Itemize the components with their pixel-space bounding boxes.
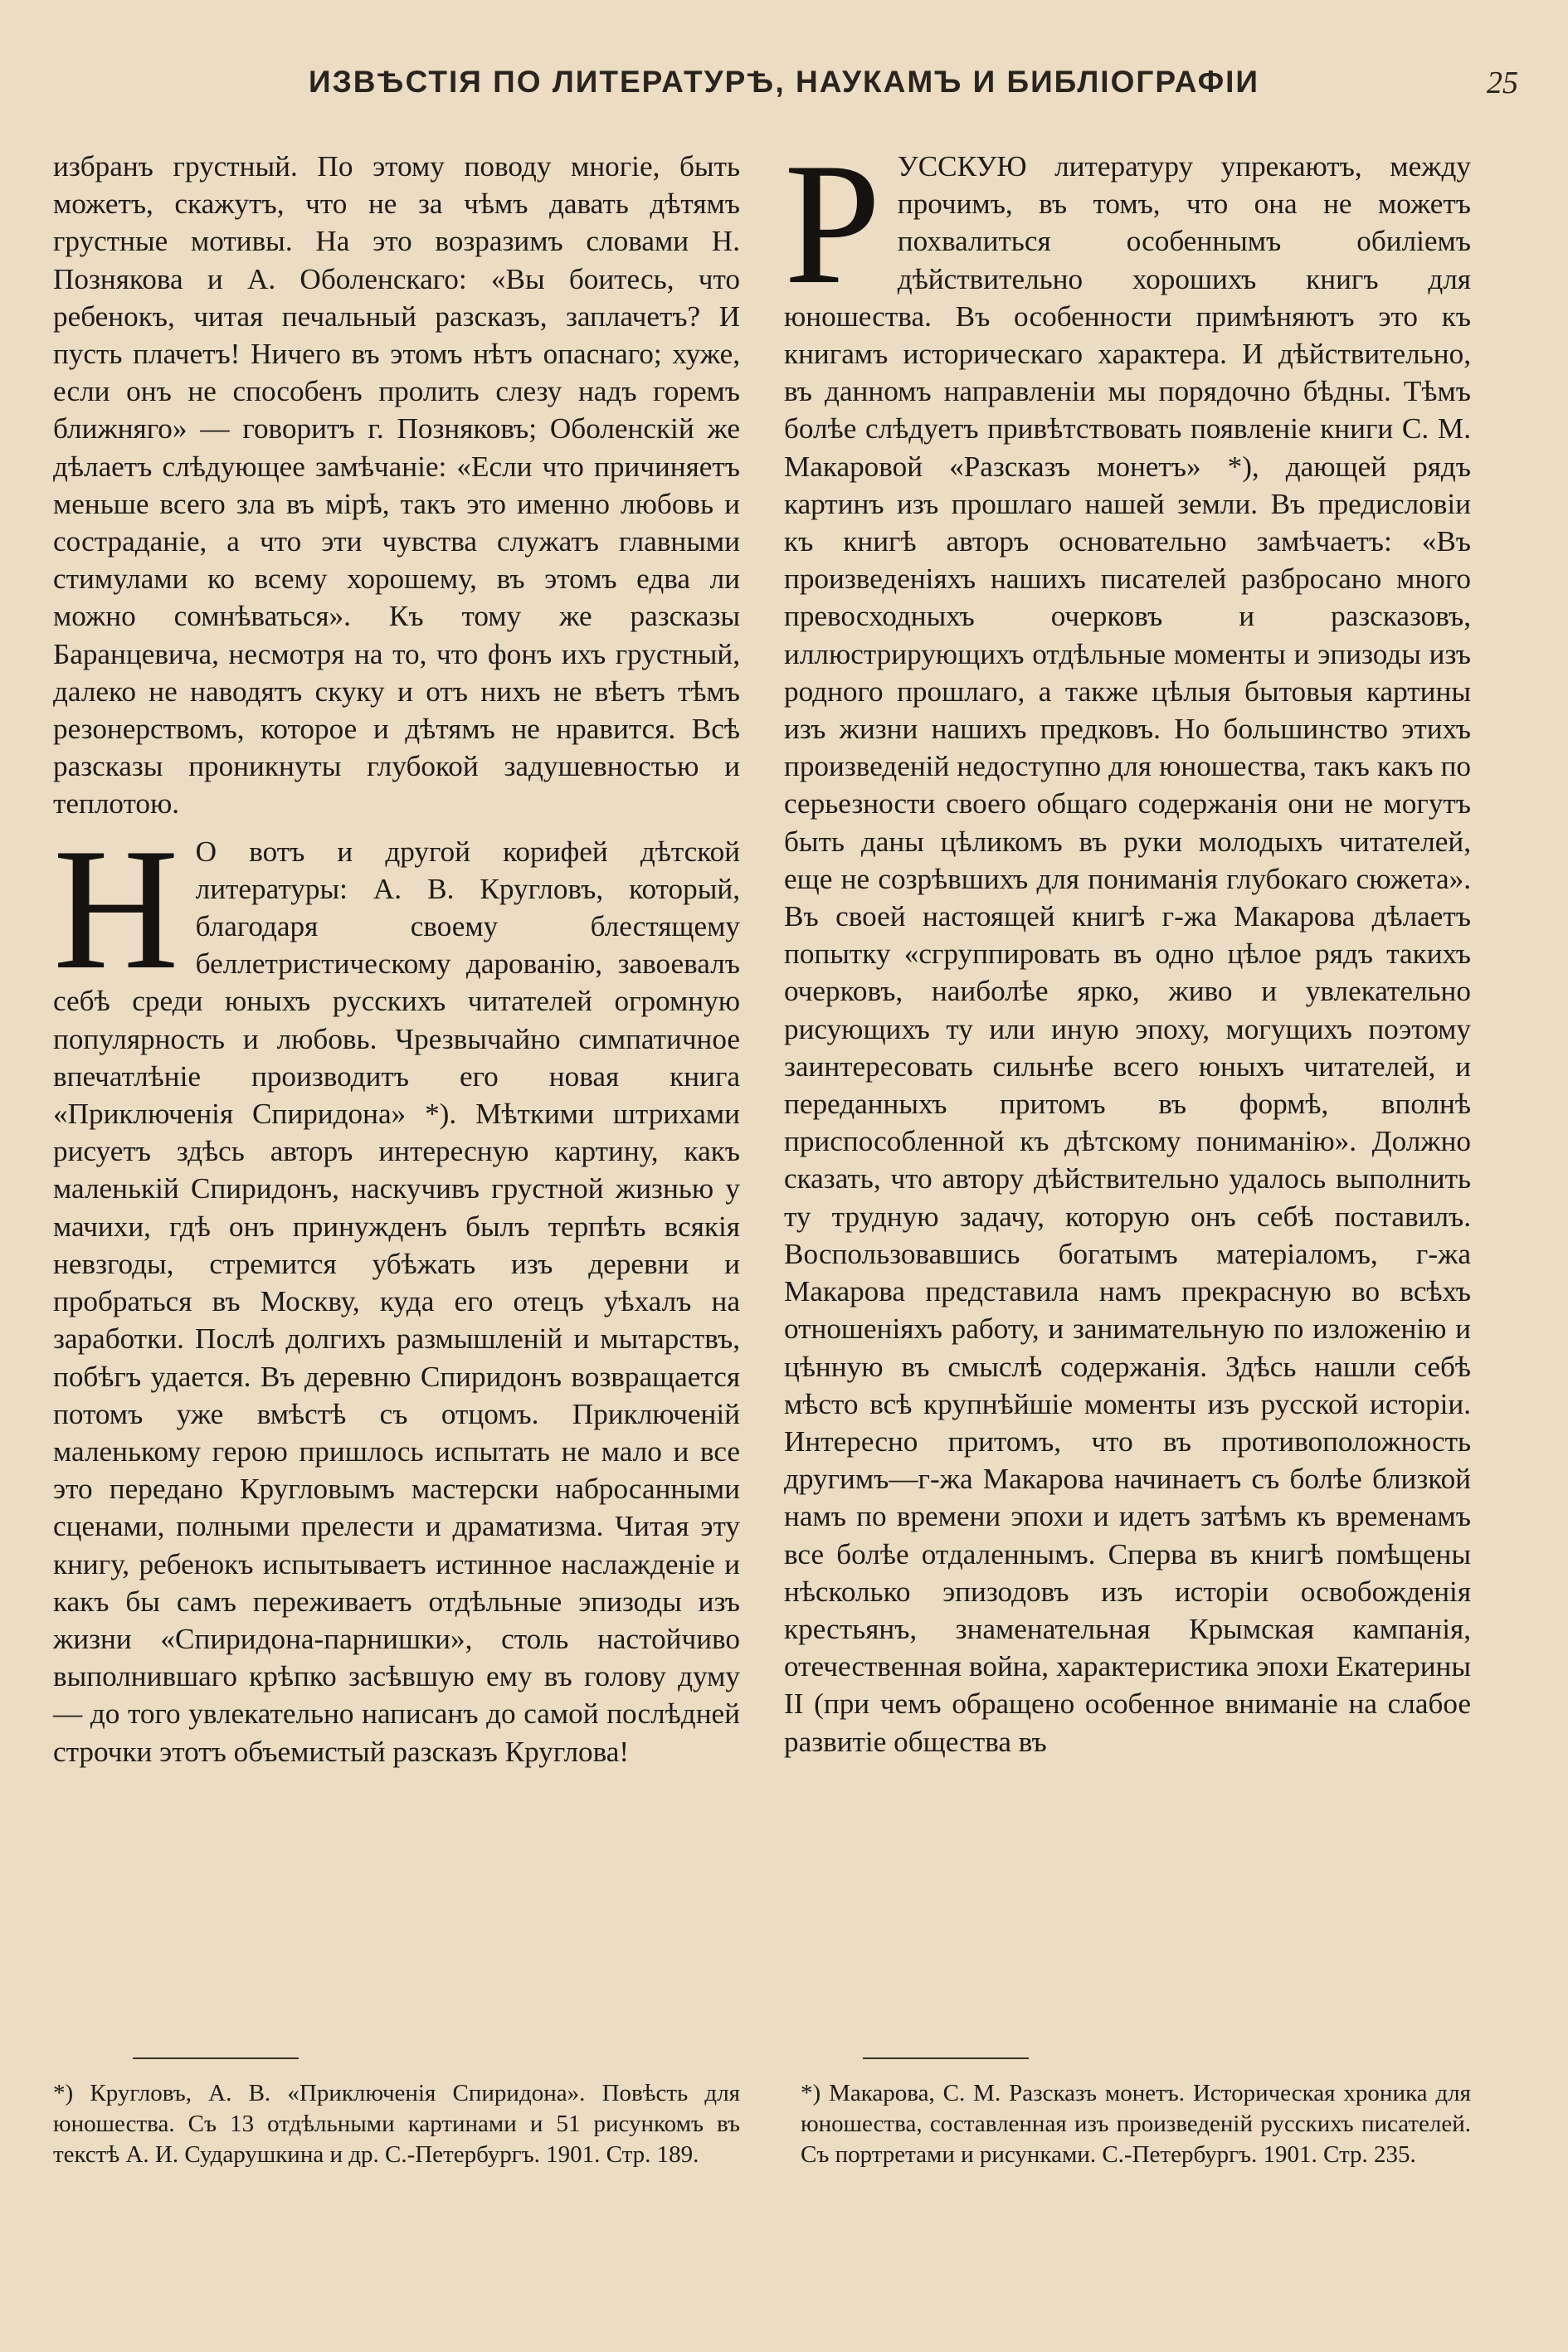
running-head [50, 65, 1518, 114]
dropcap-n: Н [53, 812, 179, 1006]
dropcap-r: Р [784, 128, 881, 320]
left-column [53, 148, 740, 1770]
right-column [784, 128, 1471, 1760]
footnote-divider-left [133, 2057, 299, 2059]
left-paragraph-1: избранъ грустный. По этому поводу многіе, быть можетъ, скажутъ, что не за чѣмъ давать дѣтямъ грустные мотивы. На это возразимъ словами Н. Познякова и А. Оболенскаго: «Вы боитесь, что ребенокъ, читая печальный разсказъ, заплачетъ? И пусть плачетъ! Ничего въ этомъ нѣтъ опаснаго; хуже, если онъ не способенъ пролить слезу надъ горемъ ближняго» — говоритъ г. Позняковъ; Оболенскій же дѣлаетъ слѣдующее замѣчаніе: «Если что причиняетъ меньше всего зла въ мірѣ, такъ это именно любовь и состраданіе, а что эти чувства служатъ главными стимулами ко всему хорошему, въ этомъ едва ли можно сомнѣваться». Къ тому же разсказы Баранцевича, несмотря на то, что фонъ ихъ грустный, далеко не наводятъ скуку и отъ нихъ не вѣетъ тѣмъ резонерствомъ, которое и дѣтямъ не нравится. Всѣ разсказы проникнуты глубокой задушевностью и теплотою. [53, 150, 740, 821]
right-paragraph-1 [784, 128, 1471, 1760]
page-number: 25 [1487, 66, 1518, 100]
left-paragraph-2 [53, 812, 740, 1770]
footnote-divider-right [863, 2057, 1029, 2059]
right-paragraph-1-text: УССКУЮ литературу упрекаютъ, между прочимъ, въ томъ, что она не можетъ похвалиться особеннымъ обиліемъ дѣйствительно хорошихъ книгъ для юношества. Въ особенности примѣняютъ это къ книгамъ историческаго характера. И дѣйствительно, въ данномъ направленіи мы порядочно бѣдны. Тѣмъ болѣе слѣдуетъ привѣтствовать появленіе книги С. М. Макаровой «Разсказъ монетъ» *), дающей рядъ картинъ изъ прошлаго нашей земли. Въ предисловіи къ книгѣ авторъ основательно замѣчаетъ: «Въ произведеніяхъ нашихъ писателей разбросано много превосходныхъ очерковъ и разсказовъ, иллюстрирующихъ отдѣльные моменты и эпизоды изъ родного прошлаго, а также цѣлыя бытовыя картины изъ жизни нашихъ предковъ. Но большинство этихъ произведеній недоступно для юношества, такъ какъ по серьезности своего общаго содержанія они не могутъ быть даны цѣликомъ въ руки молодыхъ читателей, еще не созрѣвшихъ для пониманія глубокаго сюжета». Въ своей настоящей книгѣ г-жа Макарова дѣлаетъ попытку «сгруппировать въ одно цѣлое рядъ такихъ очерковъ, наиболѣе ярко, живо и увлекательно рисующихъ ту или иную эпоху, могущихъ поэтому заинтересовать сильнѣе всего юныхъ читателей, и переданныхъ притомъ въ формѣ, вполнѣ приспособленной къ дѣтскому пониманію». Должно сказать, что автору дѣйствительно удалось выполнить ту трудную задачу, которую онъ себѣ поставилъ. Воспользовавшись богатымъ матеріаломъ, г-жа Макарова представила намъ прекрасную во всѣхъ отношеніяхъ работу, и занимательную по изложенію и цѣнную въ смыслѣ содержанія. Здѣсь нашли себѣ мѣсто всѣ крупнѣйшіе моменты изъ русской исторіи. Интересно притомъ, что въ противоположность другимъ—г-жа Макарова начинаетъ съ болѣе близкой намъ по времени эпохи и идетъ затѣмъ къ временамъ все болѣе отдаленнымъ. Сперва въ книгѣ помѣщены нѣсколько эпизодовъ изъ исторіи освобожденія крестьянъ, знаменательная Крымская кампанія, отечественная война, характеристика эпохи Екатерины II (при чемъ обращено особенное вниманіе на слабое развитіе общества въ [784, 150, 1471, 1758]
left-paragraph-2-text: О вотъ и другой корифей дѣтской литературы: А. В. Кругловъ, который, благодаря своему блестящему беллетристическому дарованію, завоевалъ себѣ среди юныхъ русскихъ читателей огромную популярность и любовь. Чрезвычайно симпатичное впечатлѣніе производитъ его новая книга «Приключенія Спиридона» *). Мѣткими штрихами рисуетъ здѣсь авторъ интересную картину, какъ маленькій Спиридонъ, наскучивъ грустной жизнью у мачихи, гдѣ онъ принужденъ былъ терпѣть всякія невзгоды, стремится убѣжать изъ деревни и пробраться въ Москву, куда его отецъ уѣхалъ на заработки. Послѣ долгихъ размышленій и мытарствъ, побѣгъ удается. Въ деревню Спиридонъ возвращается потомъ уже вмѣстѣ съ отцомъ. Приключеній маленькому герою пришлось испытать не мало и все это передано Кругловымъ мастерски набросанными сценами, полными прелести и драматизма. Читая эту книгу, ребенокъ испытываетъ истинное наслажденіе и какъ бы самъ переживаетъ отдѣльные эпизоды изъ жизни «Спиридона-парнишки», столь настойчиво выполнившаго крѣпко засѣвшую ему въ голову думу — до того увлекательно написанъ до самой послѣдней строчки этотъ объемистый разсказъ Круглова! [53, 835, 740, 1768]
running-head-title: ИЗВѢСТІЯ ПО ЛИТЕРАТУРѢ, НАУКАМЪ И БИБЛІОГРАФІИ [308, 65, 1260, 99]
footnote-left: *) Кругловъ, А. В. «Приключенія Спиридона». Повѣсть для юношества. Съ 13 отдѣльными картинами и 51 рисункомъ въ текстѣ А. И. Сударушкина и др. С.-Петербургъ. 1901. Стр. 189. [53, 2080, 740, 2168]
footnote-right: *) Макарова, С. М. Разсказъ монетъ. Историческая хроника для юношества, составленная изъ произведеній русскихъ писателей. Съ портретами и рисунками. С.-Петербургъ. 1901. Стр. 235. [801, 2080, 1471, 2168]
